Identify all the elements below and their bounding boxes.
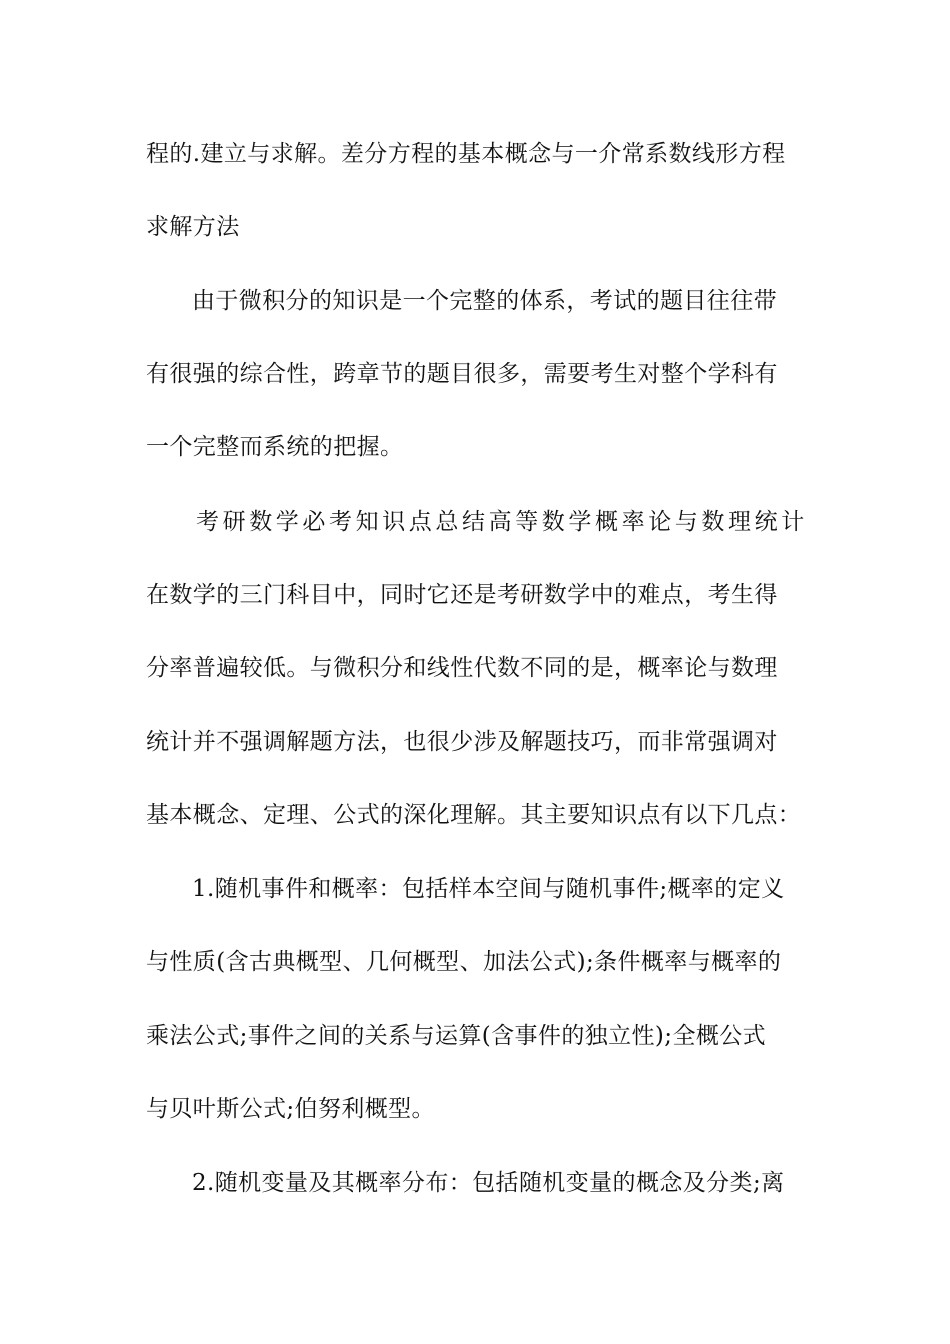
text-line-4: 有很强的综合性，跨章节的题目很多，需要考生对整个学科有 bbox=[146, 361, 778, 387]
text-line-2: 求解方法 bbox=[146, 214, 240, 240]
text-line-5: 一个完整而系统的把握。 bbox=[146, 434, 404, 460]
text-line-1: 程的.建立与求解。差分方程的基本概念与一介常系数线形方程 bbox=[146, 141, 786, 167]
text-line-3: 由于微积分的知识是一个完整的体系，考试的题目往往带 bbox=[192, 288, 777, 314]
text-line-11: 1.随机事件和概率：包括样本空间与随机事件;概率的定义 bbox=[192, 876, 785, 902]
text-line-12: 与性质(含古典概型、几何概型、加法公式);条件概率与概率的 bbox=[146, 949, 782, 975]
text-line-13: 乘法公式;事件之间的关系与运算(含事件的独立性);全概公式 bbox=[146, 1023, 767, 1049]
text-line-15: 2.随机变量及其概率分布：包括随机变量的概念及分类;离 bbox=[192, 1170, 785, 1196]
text-line-6: 考研数学必考知识点总结高等数学概率论与数理统计 bbox=[196, 509, 808, 535]
text-line-9: 统计并不强调解题方法，也很少涉及解题技巧，而非常强调对 bbox=[146, 729, 778, 755]
text-line-10: 基本概念、定理、公式的深化理解。其主要知识点有以下几点： bbox=[146, 802, 802, 828]
text-line-7: 在数学的三门科目中，同时它还是考研数学中的难点，考生得 bbox=[146, 582, 778, 608]
text-line-8: 分率普遍较低。与微积分和线性代数不同的是，概率论与数理 bbox=[146, 655, 778, 681]
text-line-14: 与贝叶斯公式;伯努利概型。 bbox=[146, 1096, 435, 1122]
